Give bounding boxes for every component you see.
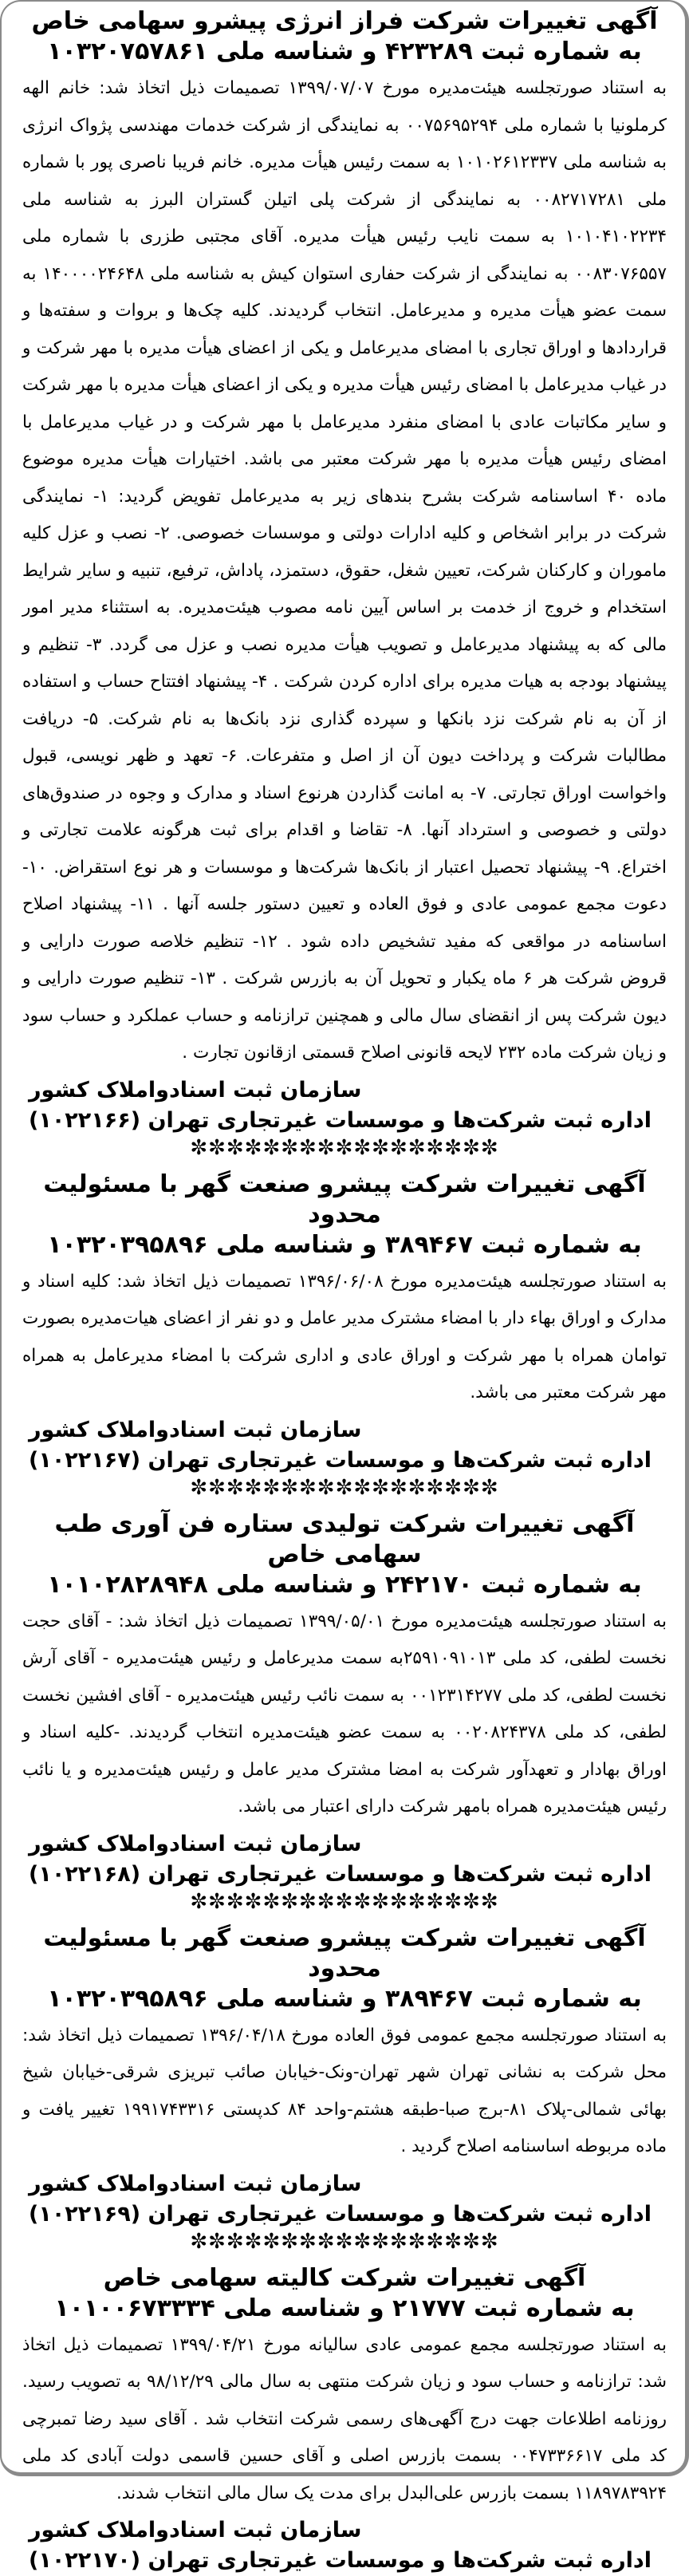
star-separator-icon: ✼✼✼✼✼✼✼✼✼✼✼✼✼✼✼✼✼ <box>22 1890 667 1914</box>
ad-title-line-2: به شماره ثبت ۳۸۹۴۶۷ و شناسه ملی ۱۰۳۲۰۳۹۵۸۹۶ <box>22 1230 667 1260</box>
ad-footer <box>22 2169 667 2230</box>
ad-body: به استناد صورتجلسه مجمع عمومی عادی سالیانه مورخ ۱۳۹۹/۰۴/۲۱ تصمیمات ذیل اتخاذ شد: ترازنامه و حساب سود و زیان شرکت منتهی به سال مالی ۹۸/۱۲/۲۹ به تصویب رسید. روزنامه اطلاعات جهت درج آگهی‌های رسمی شرکت انتخاب شد . آقای سید رضا تمبرچی کد ملی ۰۰۴۷۳۳۶۶۱۷ بسمت بازرس اصلی و آقای حسین قاسمی دولت آبادی کد ملی ۱۱۸۹۷۸۳۹۲۴ بسمت بازرس علی‌البدل برای مدت یک سال مالی انتخاب شدند. <box>22 2327 667 2513</box>
ad-title <box>22 2263 667 2324</box>
ad-title-line-1: آگهی تغییرات شرکت تولیدی ستاره فن آوری طب سهامی خاص <box>22 1509 667 1570</box>
ad-body: به استناد صورتجلسه هیئت‌مدیره مورخ ۱۳۹۹/۰۷/۰۷ تصمیمات ذیل اتخاذ شد: خانم الهه کرملونیا با شماره ملی ۰۰۷۵۶۹۵۲۹۴ به نمایندگی از شرکت خدمات مهندسی پژواک انرژی به شناسه ملی ۱۰۱۰۲۶۱۲۳۳۷ به سمت رئیس هیأت مدیره. خانم فریبا ناصری پور با شماره ملی ۰۰۸۲۷۱۷۲۸۱ به نمایندگی از شرکت پلی اتیلن گستران البرز به شناسه ملی ۱۰۱۰۴۱۰۲۲۳۴ به سمت نایب رئیس هیأت مدیره. آقای مجتبی طزری با شماره ملی ۰۰۸۳۰۷۶۵۵۷ به نمایندگی از شرکت حفاری استوان کیش به شناسه ملی ۱۴۰۰۰۰۲۴۶۴۸ به سمت عضو هیأت مدیره و مدیرعامل. انتخاب گردیدند. کلیه چک‌ها و بروات و سفته‌ها و قراردادها و اوراق تجاری با امضای مدیرعامل و یکی از اعضای هیأت مدیره با مهر شرکت و در غیاب مدیرعامل با امضای رئیس هیأت مدیره و یکی از اعضای هیأت مدیره با مهر شرکت و سایر مکاتبات عادی با امضای منفرد مدیرعامل با مهر شرکت و در غیاب مدیرعامل با امضای رئیس هیأت مدیره با مهر شرکت معتبر می باشد. اختیارات هیأت مدیره موضوع ماده ۴۰ اساسنامه شرکت بشرح بندهای زیر به مدیرعامل تفویض گردید: ۱- نمایندگی شرکت در برابر اشخاص و کلیه ادارات دولتی و موسسات خصوصی. ۲- نصب و عزل کلیه ماموران و کارکنان شرکت، تعیین شغل، حقوق، دستمزد، پاداش، ترفیع، تنبیه و سایر شرایط استخدام و خروج از خدمت بر اساس آیین نامه مصوب هیئت‌مدیره. به استثناء مدیر امور مالی که به پیشنهاد مدیرعامل و تصویب هیأت مدیره نصب و عزل می گردد. ۳- تنظیم و پیشنهاد بودجه به هیات مدیره برای اداره کردن شرکت . ۴- پیشنهاد افتتاح حساب و استفاده از آن به نام شرکت نزد بانکها و سپرده گذاری نزد بانک‌ها به نام شرکت. ۵- دریافت مطالبات شرکت و پرداخت دیون آن از اصل و متفرعات. ۶- تعهد و ظهر نویسی، قبول واخواست اوراق تجارتی. ۷- به امانت گذاردن هرنوع اسناد و مدارک و وجوه در صندوق‌های دولتی و خصوصی و استرداد آنها. ۸- تقاضا و اقدام برای ثبت هرگونه علامت تجارتی و اختراع. ۹- پیشنهاد تحصیل اعتبار از بانک‌ها شرکت‌ها و موسسات و هر نوع استقراض. ۱۰- دعوت مجمع عمومی عادی و فوق العاده و تعیین دستور جلسه آنها . ۱۱- پیشنهاد اصلاح اساسنامه در مواقعی که مفید تشخیص داده شود . ۱۲- تنظیم خلاصه صورت دارایی و قروض شرکت هر ۶ ماه یکبار و تحویل آن به بازرس شرکت . ۱۳- تنظیم صورت دارایی و دیون شرکت پس از انقضای سال مالی و همچنین ترازنامه و حساب عملکرد و حساب سود و زیان شرکت ماده ۲۳۲ لایحه قانونی اصلاح قسمتی ازقانون تجارت . <box>22 70 667 1072</box>
ad-body: به استناد صورتجلسه هیئت‌مدیره مورخ ۱۳۹۶/۰۶/۰۸ تصمیمات ذیل اتخاذ شد: کلیه اسناد و مدارک و اوراق بهاء دار با امضاء مشترک مدیر عامل و دو نفر از اعضای هیات‌مدیره بصورت توامان همراه با مهر شرکت و اوراق عادی و اداری شرکت با امضاء مدیرعامل به همراه مهر شرکت معتبر می باشد. <box>22 1264 667 1412</box>
ad-title-line-2: به شماره ثبت ۲۴۲۱۷۰ و شناسه ملی ۱۰۱۰۲۸۲۸۹۴۸ <box>22 1570 667 1600</box>
ad-body: به استناد صورتجلسه هیئت‌مدیره مورخ ۱۳۹۹/۰۵/۰۱ تصمیمات ذیل اتخاذ شد: - آقای حجت نخست لطفی، کد ملی ۲۵۹۱۰۹۱۰۱۳به سمت مدیرعامل و رئیس هیئت‌مدیره - آقای آرش نخست لطفی، کد ملی ۰۰۱۲۳۱۴۲۷۷ به سمت نائب رئیس هیئت‌مدیره - آقای افشین نخست لطفی، کد ملی ۰۰۲۰۸۲۴۳۷۸ به سمت عضو هیئت‌مدیره انتخاب گردیدند. -کلیه اسناد و اوراق بهادار و تعهدآور شرکت به امضا مشترک مدیر عامل و رئیس هیئت‌مدیره و یا نائب رئیس هیئت‌مدیره همراه بامهر شرکت دارای اعتبار می باشد. <box>22 1604 667 1826</box>
footer-office: اداره ثبت شرکت‌ها و موسسات غیرتجاری تهران (۱۰۲۲۱۶۷) <box>29 1446 667 1476</box>
ad-title-line-1: آگهی تغییرات شرکت پیشرو صنعت گهر با مسئولیت محدود <box>22 1170 667 1230</box>
ad-title <box>22 1923 667 2014</box>
ad-3 <box>22 1509 667 1914</box>
star-separator-icon: ✼✼✼✼✼✼✼✼✼✼✼✼✼✼✼✼✼ <box>22 1136 667 1160</box>
footer-organization: سازمان ثبت اسنادواملاک کشور <box>29 1829 667 1860</box>
ad-title-line-2: به شماره ثبت ۲۱۷۷۷ و شناسه ملی ۱۰۱۰۰۶۷۳۳۳۴ <box>22 2294 667 2324</box>
footer-office: اداره ثبت شرکت‌ها و موسسات غیرتجاری تهران (۱۰۲۲۱۷۰) <box>29 2546 667 2576</box>
ad-1 <box>22 6 667 1160</box>
star-separator-icon: ✼✼✼✼✼✼✼✼✼✼✼✼✼✼✼✼✼ <box>22 2230 667 2254</box>
ad-title-line-2: به شماره ثبت ۴۲۳۲۸۹ و شناسه ملی ۱۰۳۲۰۷۵۷۸۶۱ <box>22 37 667 67</box>
ad-title <box>22 1509 667 1600</box>
ad-4 <box>22 1923 667 2254</box>
footer-organization: سازمان ثبت اسنادواملاک کشور <box>29 2515 667 2546</box>
ad-title <box>22 1170 667 1260</box>
ad-footer <box>22 1829 667 1890</box>
ad-title-line-1: آگهی تغییرات شرکت پیشرو صنعت گهر با مسئولیت محدود <box>22 1923 667 1984</box>
ads-column <box>22 6 667 2576</box>
ad-title-line-1: آگهی تغییرات شرکت فراز انرژی پیشرو سهامی خاص <box>22 6 667 37</box>
footer-organization: سازمان ثبت اسنادواملاک کشور <box>29 2169 667 2199</box>
ad-2 <box>22 1170 667 1500</box>
footer-organization: سازمان ثبت اسنادواملاک کشور <box>29 1075 667 1106</box>
ad-footer <box>22 2515 667 2576</box>
footer-office: اداره ثبت شرکت‌ها و موسسات غیرتجاری تهران (۱۰۲۲۱۶۶) <box>29 1106 667 1136</box>
ad-footer <box>22 1415 667 1476</box>
star-separator-icon: ✼✼✼✼✼✼✼✼✼✼✼✼✼✼✼✼✼ <box>22 1476 667 1500</box>
ad-5 <box>22 2263 667 2576</box>
footer-office: اداره ثبت شرکت‌ها و موسسات غیرتجاری تهران (۱۰۲۲۱۶۹) <box>29 2199 667 2230</box>
ad-title-line-2: به شماره ثبت ۳۸۹۴۶۷ و شناسه ملی ۱۰۳۲۰۳۹۵۸۹۶ <box>22 1984 667 2014</box>
footer-organization: سازمان ثبت اسنادواملاک کشور <box>29 1415 667 1446</box>
ad-title <box>22 6 667 67</box>
footer-office: اداره ثبت شرکت‌ها و موسسات غیرتجاری تهران (۱۰۲۲۱۶۸) <box>29 1860 667 1890</box>
ad-footer <box>22 1075 667 1136</box>
ad-title-line-1: آگهی تغییرات شرکت کالیته سهامی خاص <box>22 2263 667 2294</box>
ad-body: به استناد صورتجلسه مجمع عمومی فوق العاده مورخ ۱۳۹۶/۰۴/۱۸ تصمیمات ذیل اتخاذ شد: محل شرکت به نشانی تهران شهر تهران-ونک-خیابان صائب تبریزی شرقی-خیابان شیخ بهائی شمالی-پلاک ۸۱-برج صبا-طبقه هشتم-واحد ۸۴ کدپستی ۱۹۹۱۷۴۳۳۱۶ تغییر یافت و ماده مربوطه اساسنامه اصلاح گردید . <box>22 2018 667 2166</box>
